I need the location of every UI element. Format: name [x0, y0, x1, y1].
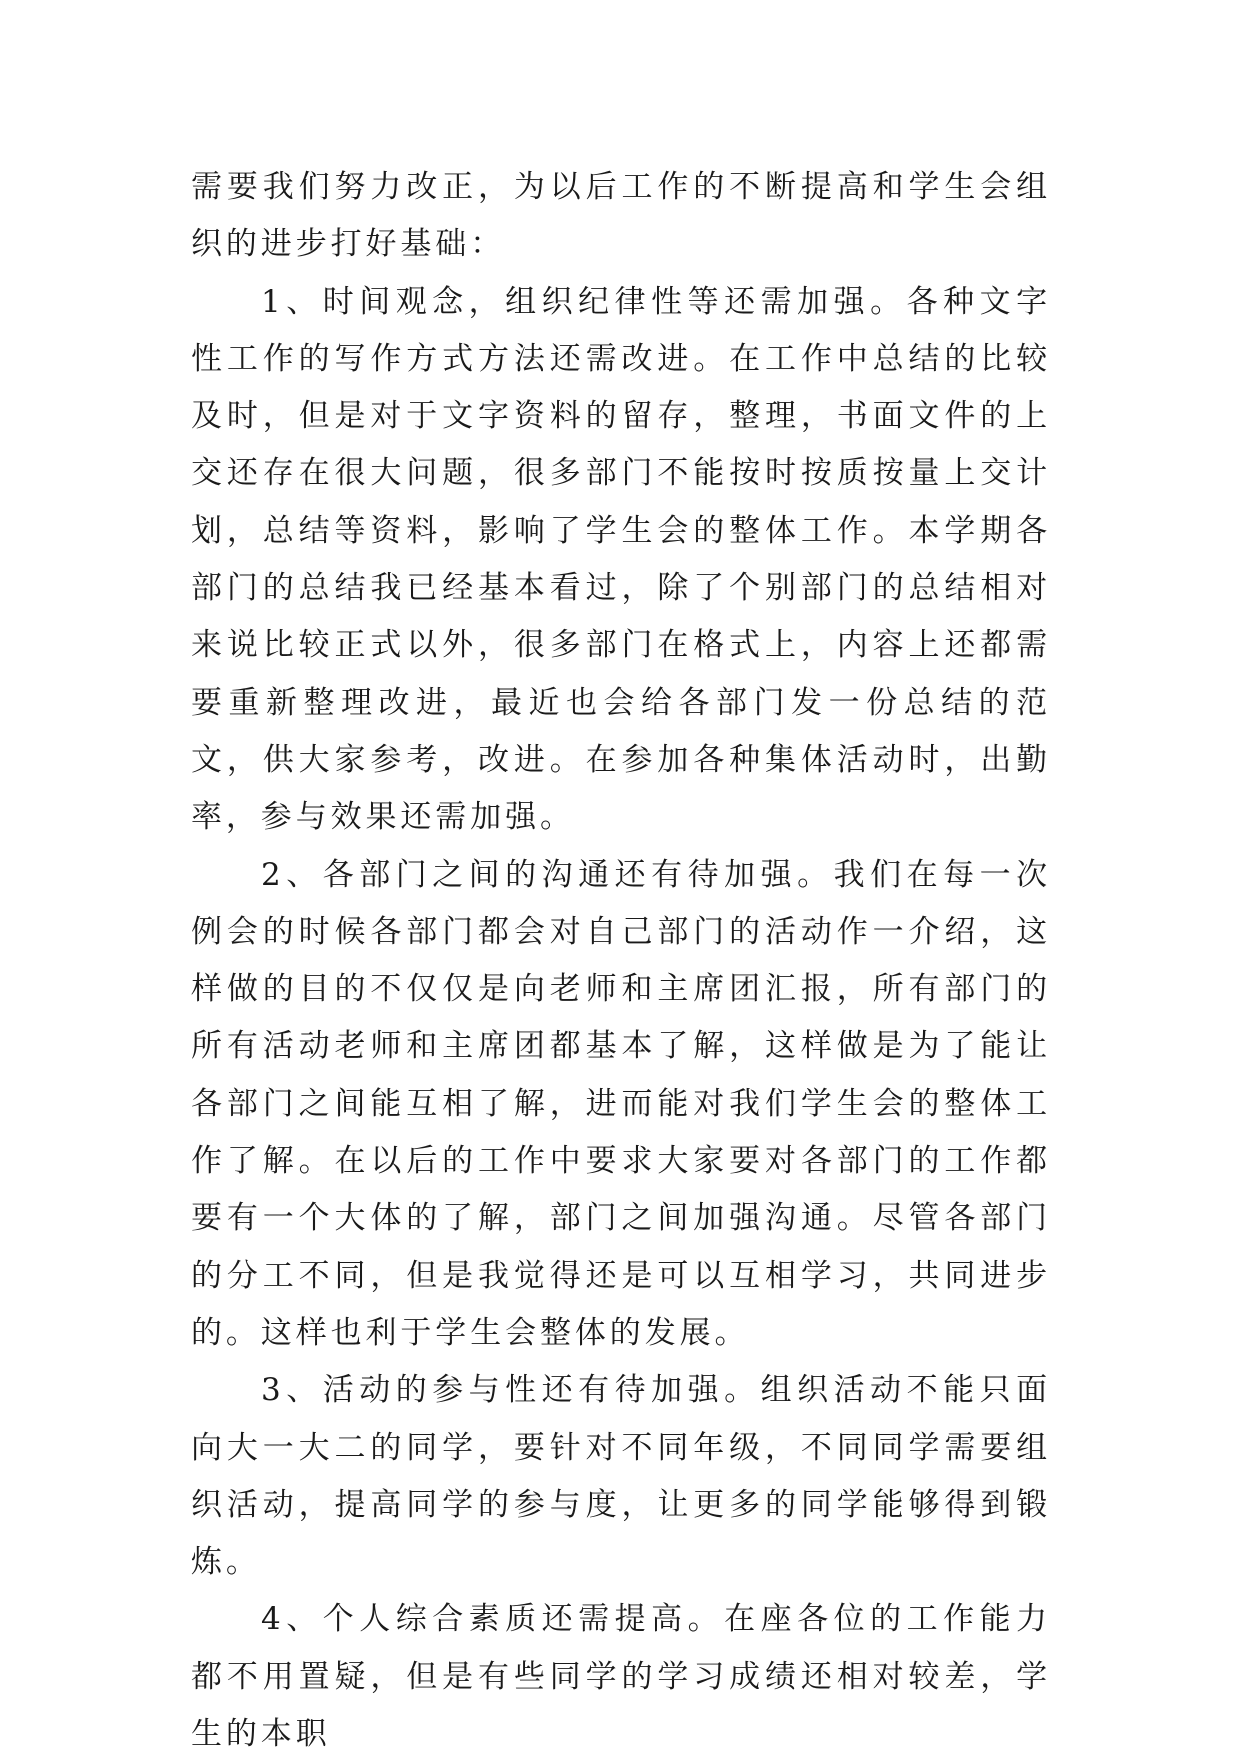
paragraph-item-4: 4、个人综合素质还需提高。在座各位的工作能力都不用置疑，但是有些同学的学习成绩还相对较差，学生的本职 [191, 1601, 1051, 1753]
paragraph-continuation: 需要我们努力改正，为以后工作的不断提高和学生会组织的进步打好基础： [191, 169, 1051, 263]
paragraph-item-3: 3、活动的参与性还有待加强。组织活动不能只面向大一大二的同学，要针对不同年级，不同同学需要组织活动，提高同学的参与度，让更多的同学能够得到锻炼。 [191, 1372, 1051, 1581]
paragraph-item-1: 1、时间观念，组织纪律性等还需加强。各种文字性工作的写作方式方法还需改进。在工作中总结的比较及时，但是对于文字资料的留存，整理，书面文件的上交还存在很大问题，很多部门不能按时按质按量上交计划，总结等资料，影响了学生会的整体工作。本学期各部门的总结我已经基本看过，除了个别部门的总结相对来说比较正式以外，很多部门在格式上，内容上还都需要重新整理改进，最近也会给各部门发一份总结的范文，供大家参考，改进。在参加各种集体活动时，出勤率，参与效果还需加强。 [191, 283, 1051, 836]
paragraph-item-2: 2、各部门之间的沟通还有待加强。我们在每一次例会的时候各部门都会对自己部门的活动作一介绍，这样做的目的不仅仅是向老师和主席团汇报，所有部门的所有活动老师和主席团都基本了解，这样做是为了能让各部门之间能互相了解，进而能对我们学生会的整体工作了解。在以后的工作中要求大家要对各部门的工作都要有一个大体的了解，部门之间加强沟通。尽管各部门的分工不同，但是我觉得还是可以互相学习，共同进步的。这样也利于学生会整体的发展。 [191, 856, 1051, 1351]
body-text [191, 159, 1051, 1763]
